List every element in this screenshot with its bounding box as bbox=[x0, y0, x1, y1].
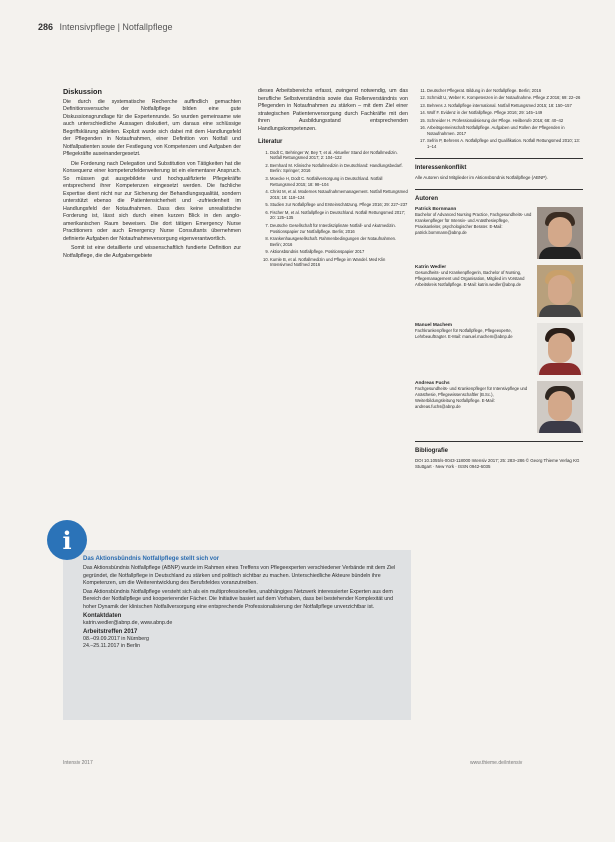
reference-item: 15. Schneider H. Professionalisierung der Pflege. Heilberufe 2016; 68: 40–42 bbox=[427, 118, 583, 124]
reference-item: 6. Fischer M, et al. Notfallpflege in Deutschland. Notfall Rettungsmed 2017; 20: 125–135 bbox=[270, 210, 408, 222]
section-divider bbox=[415, 189, 583, 190]
author-name: Katrin Wedler bbox=[415, 264, 447, 270]
author-photo bbox=[537, 265, 583, 317]
author-photo bbox=[537, 207, 583, 259]
author-bio: Fachkrankenpfleger für Notfallpflege, Pflegeexperte, Lehrbeauftragter. E-Mail: manuel.machem@abnp.de bbox=[415, 328, 513, 340]
reference-item: 4. Christ M, et al. Modernes Notaufnahmemanagement. Notfall Rettungsmed 2015; 18: 118–124 bbox=[270, 189, 408, 201]
reference-item: 9. Aktionsbündnis Notfallpflege. Positionspapier 2017 bbox=[270, 249, 408, 255]
discussion-paragraph-2: Die Forderung nach Delegation und Substitution von Tätigkeiten hat die Konsequenz einer kompetenzfelderweiterung ist ein elementarer Anspruch. So müssen gut ausgebildete und hochqualifizierte Pflegekräfte entsprechend ihrer Kompetenzen eingesetzt werden. Die fachliche Expertise dient nicht nur zur Sicherung der Behandlungsqualität, sondern unterstützt ebenso die Patientensicherheit und -zufriedenheit im Handlungsfeld der Notaufnahmen. Dass dies keine unrealistische Forderung ist, lässt sich durch einen kurzen Blick in den anglo-amerikanischen Raum beweisen. Die dort tätigen Emergency Nurse Practitioners oder auch Emergency Nurse Consultants übernehmen definierte Aufgaben der Notaufnahmeversorgung eigenverantwortlich. bbox=[63, 160, 241, 242]
discussion-paragraph-3: Somit ist eine detaillierte und wissenschaftlich fundierte Definition zur Notfallpflege, die die Aufgabengebiete bbox=[63, 245, 241, 259]
authors-heading: Autoren bbox=[415, 196, 438, 203]
info-box-paragraph-1: Das Aktionsbündnis Notfallpflege (ABNP) wurde im Rahmen eines Treffens von Pflegeexperten verschiedener Verbände mit dem Ziel gegründet, die Notfallpflege in Deutschland zu stärken und politisch sichtbar zu machen. Unterschiedliche Akteure bündeln ihre Kompetenzen, um die Weiterentwicklung des Berufsfeldes voranzutreiben. bbox=[83, 565, 396, 586]
author-bio: Fachgesundheits- und Krankenpfleger für Intensivpflege und Anästhesie, Pflegewissenschaftler (B.Sc.), Weiterbildungsleitung Notfallpflege. E-Mail: andreas.fuchs@abnp.de bbox=[415, 386, 528, 409]
author-name: Patrick Bornmann bbox=[415, 206, 457, 212]
reference-item: 13. Behrens J. Notfallpflege international. Notfall Rettungsmed 2015; 18: 150–157 bbox=[427, 103, 583, 109]
footer-left: Intensiv 2017 bbox=[63, 760, 93, 766]
author-bio: Gesundheits- und Krankenpflegerin, Bachelor of Nursing, Pflegemanagement und Organisation, Mitglied im Vorstand Arbeitskreis Notfallpflege. E-Mail: katrin.wedler@abnp.de bbox=[415, 270, 525, 287]
info-box-paragraph-2: Das Aktionsbündnis Notfallpflege versteht sich als ein multiprofessionelles, unabhängiges Netzwerk interessierter Experten aus dem Bereich der Notfallpflege und kooperierender Fächer. Die Initiative basiert auf dem Vorhaben, dass bei bestehender Komplexität und hoher Dynamik der klinischen Notfallversorgung eine entsprechende Professionalisierung der Notfallpflege unverzichtbar ist. bbox=[83, 589, 394, 610]
author-entry bbox=[415, 265, 583, 317]
reference-item: 1. Dodt C, Behringer W, Bey T, et al. Aktueller Stand der Notfallmedizin. Notfall Rettungsmed 2017; 2: 104–122 bbox=[270, 150, 408, 162]
conflict-text: Alle Autoren sind Mitglieder im Aktionsbündnis Notfallpflege (ABNP). bbox=[415, 175, 548, 181]
reference-list-2 bbox=[415, 88, 583, 150]
author-photo bbox=[537, 381, 583, 433]
author-photo bbox=[537, 323, 583, 375]
meeting-date: 24.–25.11.2017 in Berlin bbox=[83, 643, 141, 650]
column-1 bbox=[63, 88, 241, 262]
author-name: Manuel Machem bbox=[415, 322, 453, 328]
discussion-paragraph-1: Die durch die systematische Recherche auffindlich gemachten Definitionsversuche der Notfallpflege bilden eine gute Diskussionsgrundlage für die Expertenrunde. So wurden gemeinsame wie auch unterschiedliche Aussagen diskutiert, um daraus eine schlüssige Begriffsklärung ableiten. Explizit wurde sich dabei mit dem Handlungsfeld der Pflegenden in Notaufnahmen, einer Definition von Notfall und Notfallpatienten sowie der Festlegung von Kompetenzen und Aufgaben der Pflegekräfte auseinandergesetzt. bbox=[63, 98, 241, 157]
running-header bbox=[38, 22, 172, 32]
reference-item: 8. Krankenhausgesellschaft. Rahmenbedingungen der Notaufnahmen. Berlin; 2016 bbox=[270, 236, 408, 248]
column-2 bbox=[258, 88, 408, 270]
meetings-heading: Arbeitstreffen 2017 bbox=[83, 628, 138, 635]
bibliography-text: DOI 10.1055/s-0043-118000 Intensiv 2017; 25: 283–286 © Georg Thieme Verlag KG Stuttgart · New York · ISSN 0942-6035 bbox=[415, 458, 580, 470]
page-number: 286 bbox=[38, 22, 54, 32]
author-entry bbox=[415, 207, 583, 259]
reference-item: 5. Studien zur Notfallpflege und Ersteinschätzung. Pflege 2016; 29: 227–237 bbox=[270, 202, 408, 208]
author-bio: Bachelor of Advanced Nursing Practice, Fachgesundheits- und Krankenpfleger für Intensiv- und Anästhesiepflege, Praxisanleiter, psychologischer Berater. E-Mail: patrick.bornmann@abnp.de bbox=[415, 212, 532, 235]
reference-item: 10. Kumle B, et al. Notfallmedizin und Pflege im Wandel. Med Klin Intensivmed Notfmed 2016 bbox=[270, 257, 408, 269]
reference-list-1 bbox=[258, 150, 408, 269]
info-box bbox=[63, 550, 411, 720]
footer-right: www.thieme.de/intensiv bbox=[470, 760, 523, 766]
reference-item: 16. Arbeitsgemeinschaft Notfallpflege. Aufgaben und Rollen der Pflegenden in Notaufnahmen. 2017 bbox=[427, 125, 583, 137]
section-divider bbox=[415, 158, 583, 159]
discussion-paragraph-4: dieses Arbeitsbereichs erfasst, zwingend notwendig, um das berufliche Selbstverständnis sowie das Rollenverständnis von Pflegenden in Notaufnahmen zu stärken – mit dem Ziel einer strategischen Patientenversorgung durch Fachkräfte mit den ihren Ausbildungsstand entsprechenden Handlungskompetenzen. bbox=[258, 88, 408, 132]
author-entry bbox=[415, 323, 583, 375]
section-divider bbox=[415, 441, 583, 442]
discussion-heading: Diskussion bbox=[63, 87, 102, 96]
reference-item: 14. Wolf F. Evidenz in der Notfallpflege. Pflege 2016; 29: 145–149 bbox=[427, 110, 583, 116]
author-entry bbox=[415, 381, 583, 433]
section-title: Intensivpflege | Notfallpflege bbox=[59, 22, 173, 32]
reference-item: 11. Deutscher Pflegerat. Bildung in der Notfallpflege. Berlin; 2016 bbox=[427, 88, 583, 94]
contact-heading: Kontaktdaten bbox=[83, 613, 122, 620]
reference-item: 3. Moecke H, Dodt C. Notfallversorgung in Deutschland. Notfall Rettungsmed 2015; 18: 98–104 bbox=[270, 176, 408, 188]
info-icon: i bbox=[47, 520, 87, 560]
reference-item: 2. Bernhard M. Klinische Notfallmedizin in Deutschland: Handlungsbedarf. Berlin: Springer; 2016 bbox=[270, 163, 408, 175]
reference-item: 17. Sefrin P, Behrens A. Notfallpflege und Qualifikation. Notfall Rettungsmed 2010; 13: 1–14 bbox=[427, 138, 583, 150]
contact-text: katrin.wedler@abnp.de, www.abnp.de bbox=[83, 620, 173, 627]
conflict-heading: Interessenkonflikt bbox=[415, 164, 467, 171]
reference-item: 7. Deutsche Gesellschaft für Interdisziplinäre Notfall- und Akutmedizin. Positionspapier zur Notfallpflege. Berlin; 2016 bbox=[270, 223, 408, 235]
author-name: Andreas Fuchs bbox=[415, 380, 450, 386]
literature-heading: Literatur bbox=[258, 139, 283, 145]
reference-item: 12. Schmidt U, Weber K. Kompetenzen in der Notaufnahme. Pflege Z 2016; 69: 22–26 bbox=[427, 95, 583, 101]
column-3 bbox=[415, 88, 583, 472]
info-box-title: Das Aktionsbündnis Notfallpflege stellt sich vor bbox=[83, 556, 220, 562]
bibliography-heading: Bibliografie bbox=[415, 447, 449, 454]
meeting-date: 08.–09.09.2017 in Nürnberg bbox=[83, 635, 149, 642]
